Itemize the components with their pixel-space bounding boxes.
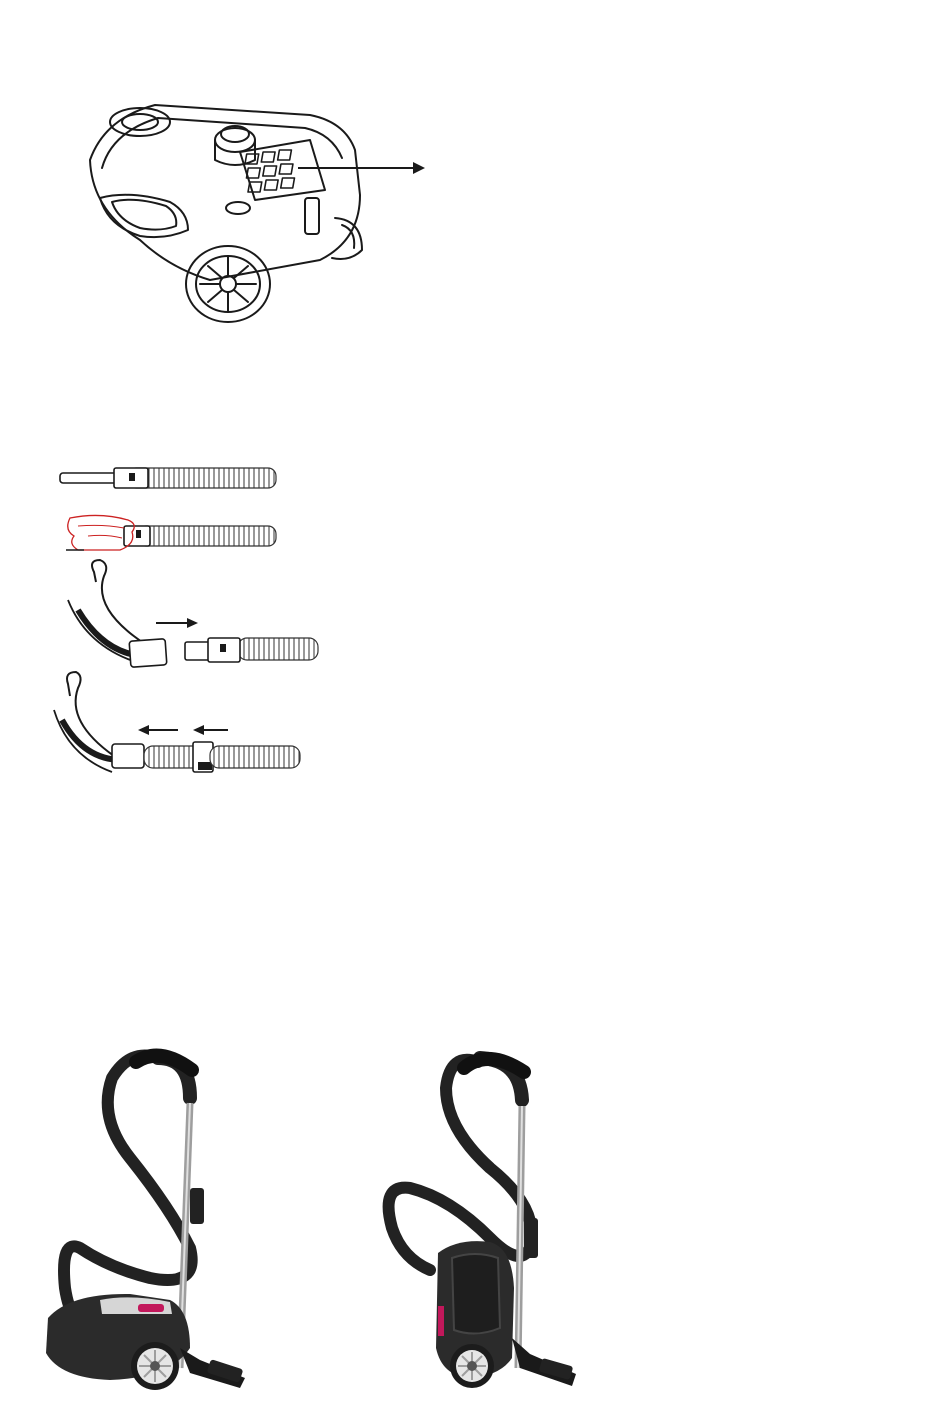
vacuum-photo-icon (40, 1048, 260, 1393)
hose-step-1 (60, 468, 276, 488)
hose-connection-steps-icon (48, 460, 338, 780)
vacuum-photo-vertical-storage (380, 1048, 580, 1393)
vacuum-filter-diagram (70, 90, 450, 330)
vacuum-photo-icon (380, 1048, 580, 1393)
hose-step-4 (54, 672, 300, 772)
hose-assembly-steps (48, 460, 338, 780)
hose-step-2 (66, 515, 276, 550)
hose-step-3 (68, 560, 318, 667)
vacuum-photo-horizontal-storage (40, 1048, 260, 1393)
vacuum-line-drawing-icon (70, 90, 450, 330)
